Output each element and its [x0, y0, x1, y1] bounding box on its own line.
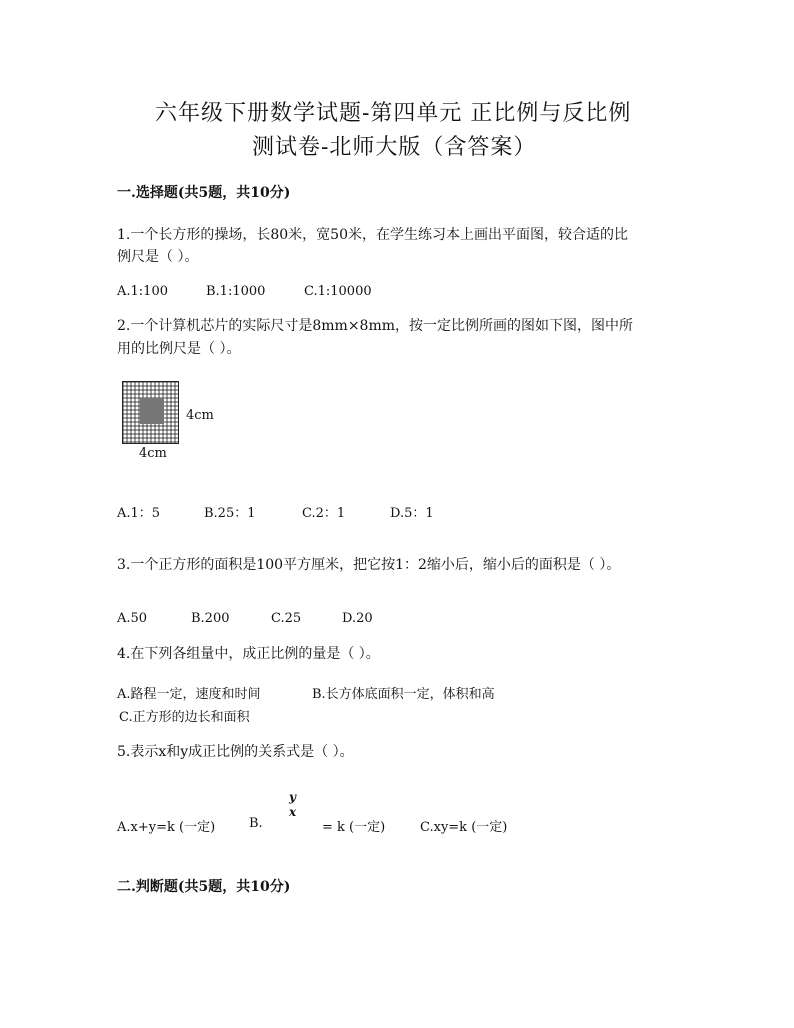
q3-option-c: C.25 [271, 611, 302, 626]
question-1-line-1: 1.一个长方形的操场，长80米，宽50米，在学生练习本上画出平面图，较合适的比 [117, 227, 628, 243]
section-heading-choice: 一.选择题(共5题，共10分) [117, 185, 291, 201]
figure-side-label: 4cm [186, 408, 214, 423]
question-5: 5.表示x和y成正比例的关系式是（ ）。 [117, 744, 354, 760]
q2-option-d: D.5：1 [390, 506, 434, 521]
chip-core [140, 398, 164, 424]
question-4: 4.在下列各组量中，成正比例的量是（ ）。 [117, 646, 380, 662]
question-1-line-2: 例尺是（ ）。 [117, 249, 199, 265]
q1-option-c: C.1:10000 [304, 284, 372, 299]
q5-option-c: C.xy=k (一定) [420, 820, 508, 835]
question-2-line-1: 2.一个计算机芯片的实际尺寸是8mm×8mm，按一定比例所画的图如下图，图中所 [117, 318, 634, 334]
q3-option-d: D.20 [342, 611, 373, 626]
q1-option-a: A.1:100 [117, 284, 168, 299]
q5-option-b-suffix: = k (一定) [322, 820, 386, 835]
q4-option-c: C.正方形的边长和面积 [119, 710, 250, 725]
q3-option-b: B.200 [191, 611, 230, 626]
q4-option-a: A.路程一定，速度和时间 [117, 687, 261, 702]
fraction-denominator: x [289, 805, 297, 819]
question-2-line-2: 用的比例尺是（ ）。 [117, 341, 241, 357]
q2-option-b: B.25：1 [204, 506, 256, 521]
title-line-2: 测试卷-北师大版（含答案） [252, 135, 537, 160]
title-line-1: 六年级下册数学试题-第四单元 正比例与反比例 [155, 101, 632, 126]
chip-figure [122, 381, 179, 444]
figure-bottom-label: 4cm [139, 446, 167, 461]
section-heading-judgement: 二.判断题(共5题，共10分) [117, 879, 291, 895]
q2-option-a: A.1：5 [117, 506, 161, 521]
q4-option-b: B.长方体底面积一定，体积和高 [312, 687, 495, 702]
q1-option-b: B.1:1000 [206, 284, 266, 299]
fraction-numerator: y [289, 790, 296, 804]
q3-option-a: A.50 [117, 611, 148, 626]
q2-option-c: C.2：1 [302, 506, 346, 521]
question-3: 3.一个正方形的面积是100平方厘米，把它按1：2缩小后，缩小后的面积是（ ）。 [117, 557, 621, 573]
q5-option-a: A.x+y=k (一定) [117, 820, 216, 835]
q5-option-b-prefix: B. [249, 816, 263, 831]
